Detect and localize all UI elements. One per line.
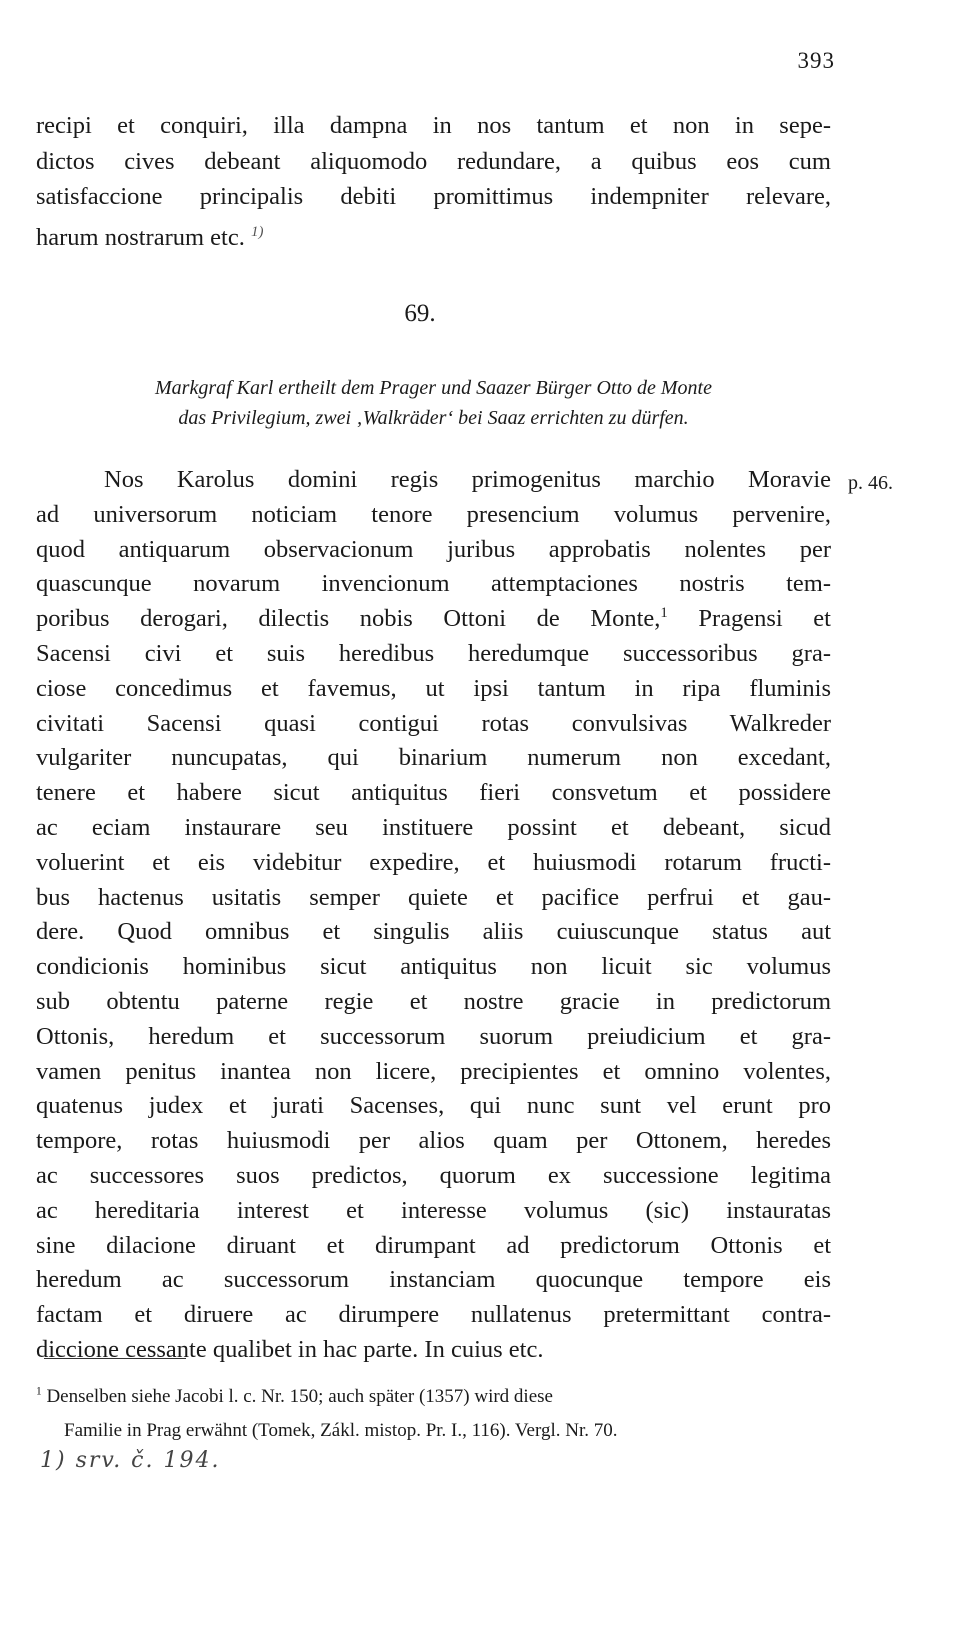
text-line: civitati Sacensi quasi contigui rotas convulsivas Walkreder — [36, 709, 831, 737]
text-line: condicionis hominibus sicut antiquitus non licuit sic volumus — [36, 953, 831, 981]
text-line: bus hactenus usitatis semper quiete et pacifice perfrui et gau- — [36, 883, 831, 911]
text-line: ac eciam instaurare seu instituere possint et debeant, sicud — [36, 813, 831, 841]
text-line: recipi et conquiri, illa dampna in nos tantum et non in sepe- — [36, 112, 831, 139]
text-line — [36, 602, 831, 637]
text-fragment: Denselben siehe Jacobi l. c. Nr. 150; auch später (1357) wird diese — [46, 1386, 553, 1407]
text-line: quascunque novarum invencionum attemptaciones nostris tem- — [36, 570, 831, 598]
pencil-mark: 1) — [251, 223, 264, 240]
text-line: diccione cessante qualibet in hac parte. In cuius etc. — [36, 1335, 544, 1363]
rubric-line: Markgraf Karl ertheilt dem Prager und Saazer Bürger Otto de Monte — [155, 377, 712, 399]
text-line: Ottonis, heredum et successorum suorum preiudicium et gra- — [36, 1022, 831, 1050]
margin-page-reference: p. 46. — [848, 472, 893, 494]
text-line: quatenus judex et jurati Sacenses, qui nunc sunt vel erunt pro — [36, 1092, 831, 1120]
footnote-line: Familie in Prag erwähnt (Tomek, Zákl. mistop. Pr. I., 116). Vergl. Nr. 70. — [64, 1420, 618, 1441]
document-rubric — [36, 373, 831, 433]
text-line: vulgariter nuncupatas, qui binarium numerum non excedant, — [36, 744, 831, 772]
text-line: voluerint et eis videbitur expedire, et huiusmodi rotarum fructi- — [36, 848, 831, 876]
text-line: quod antiquarum observacionum juribus approbatis nolentes per — [36, 535, 831, 563]
footnote-divider — [44, 1358, 186, 1359]
footnote-reference: 1 — [660, 605, 668, 622]
footnote-line — [36, 1380, 831, 1414]
text-line: dictos cives debeant aliquomodo redundare, a quibus eos cum — [36, 147, 831, 175]
continuation-paragraph — [36, 108, 831, 250]
text-fragment: Pragensi et — [667, 605, 831, 633]
text-line: ac successores suos predictos, quorum ex successione legitima — [36, 1161, 831, 1189]
text-line: ciose concedimus et favemus, ut ipsi tantum in ripa fluminis — [36, 674, 831, 702]
text-line: dere. Quod omnibus et singulis aliis cuiuscunque status aut — [36, 918, 831, 946]
footnote-marker: 1 — [36, 1385, 42, 1398]
text-line — [36, 215, 831, 251]
document-number: 69. — [404, 300, 436, 327]
text-line: sub obtentu paterne regie et nostre gracie in predictorum — [36, 987, 831, 1015]
text-line: ad universorum noticiam tenore presencium volumus pervenire, — [36, 500, 831, 528]
handwritten-pencil-note: 1) srv. č. 194. — [40, 1448, 221, 1473]
text-line: vamen penitus inantea non licere, precipientes et omnino volentes, — [36, 1057, 831, 1085]
text-line: factam et diruere ac dirumpere nullatenus pretermittant contra- — [36, 1301, 831, 1329]
text-line: heredum ac successorum instanciam quocunque tempore eis — [36, 1266, 831, 1294]
text-fragment: harum nostrarum etc. — [36, 223, 245, 251]
text-line: sine dilacione diruant et dirumpant ad predictorum Ottonis et — [36, 1231, 831, 1259]
text-line: satisfaccione principalis debiti promittimus indempniter relevare, — [36, 183, 831, 210]
rubric-line: das Privilegium, zwei ‚Walkräder‘ bei Saaz errichten zu dürfen. — [178, 407, 689, 429]
page-number: 393 — [797, 48, 835, 73]
text-line: ac hereditaria interest et interesse volumus (sic) instauratas — [36, 1196, 831, 1224]
charter-text — [36, 463, 831, 1368]
text-line: Sacensi civi et suis heredibus heredumque successoribus gra- — [36, 639, 831, 667]
text-line: tenere et habere sicut antiquitus fieri consvetum et possidere — [36, 779, 831, 807]
footnotes — [36, 1380, 831, 1448]
text-line: tempore, rotas huiusmodi per alios quam per Ottonem, heredes — [36, 1127, 831, 1155]
text-fragment: poribus derogari, dilectis nobis Ottoni de Monte, — [36, 605, 661, 633]
text-line: Nos Karolus domini regis primogenitus marchio Moravie — [104, 466, 831, 493]
